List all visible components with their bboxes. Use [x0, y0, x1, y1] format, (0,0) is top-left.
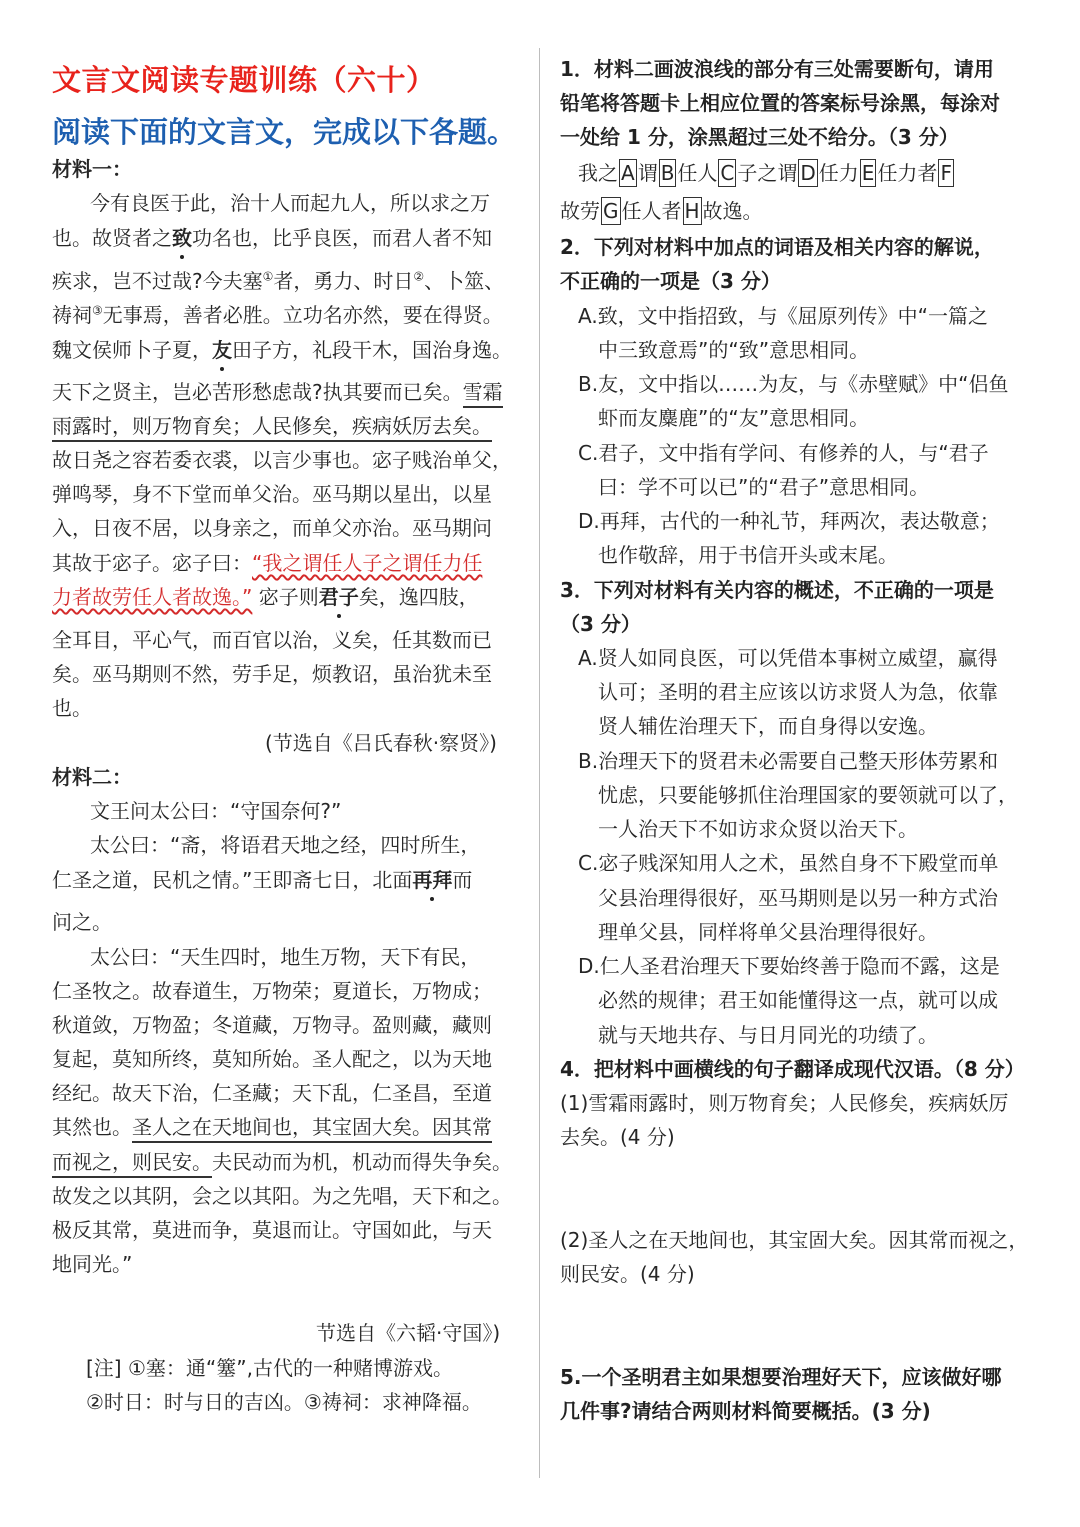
option-box-a[interactable]: A	[621, 161, 635, 185]
m1-line: 魏文侯师卜子夏，友田子方，礼段干木，国治身逸。	[52, 333, 512, 367]
question-3: （3 分）	[560, 612, 641, 636]
column-divider	[539, 48, 540, 1478]
m1-line: 故日尧之容若委衣裘，以言少事也。宓子贱治单父，	[52, 448, 512, 472]
question-4: 4．把材料中画横线的句子翻译成现代汉语。（8 分）	[560, 1057, 1025, 1081]
question-5: 几件事?请结合两则材料简要概括。(3 分)	[560, 1399, 931, 1423]
question-2: 2．下列对材料中加点的词语及相关内容的解说，	[560, 235, 994, 259]
instruction-heading: 阅读下面的文言文，完成以下各题。	[52, 115, 517, 149]
punctuation-options: 故劳 G 任人者 H 故逸。	[560, 199, 763, 223]
option-box-f[interactable]: F	[940, 161, 952, 185]
option-box-d[interactable]: D	[800, 161, 816, 185]
option-box-b[interactable]: B	[660, 161, 675, 185]
option-c: 父县治理得很好，巫马期则是以另一种方式治	[598, 886, 998, 910]
m2-line: 仁圣牧之。故春道生，万物荣；夏道长，万物成；	[52, 979, 492, 1003]
option-d: D.仁人圣君治理天下要始终善于隐而不露，这是	[578, 954, 1000, 978]
material-two-label: 材料二：	[52, 765, 132, 789]
translation-item-1: (1)雪霜雨露时，则万物育矣；人民修矣，疾病妖厉	[560, 1091, 1009, 1115]
dotted-word-junzi: 君子	[319, 580, 359, 614]
question-1: 一处给 1 分，涂黑超过三处不给分。（3 分）	[560, 125, 959, 149]
wavy-quote: “我之谓任人子之谓任力任	[252, 551, 483, 575]
underlined-sentence: 圣人之在天地间也，其宝固大矣。因其常	[132, 1115, 492, 1143]
question-1: 1．材料二画波浪线的部分有三处需要断句，请用	[560, 57, 994, 81]
material-one-source: (节选自《吕氏春秋·察贤》)	[265, 731, 497, 755]
option-b: 虾而友麋鹿”的“友”意思相同。	[598, 406, 870, 430]
option-b: B.友，文中指以……为友，与《赤壁赋》中“侣鱼	[578, 372, 1009, 396]
m2-line: 仁圣之道，民机之情。”王即斋七日，北面再拜而	[52, 863, 472, 897]
m2-line: 极反其常，莫进而争，莫退而让。守国如此，与天	[52, 1218, 492, 1242]
underlined-sentence: 雪霜	[463, 380, 503, 408]
underlined-sentence: 雨露时，则万物育矣；人民修矣，疾病妖厉去矣。	[52, 414, 492, 442]
option-box-h[interactable]: H	[684, 199, 700, 223]
option-b: 一人治天下不如访求众贤以治天下。	[598, 817, 918, 841]
m2-line: 秋道敛，万物盈；冬道藏，万物寻。盈则藏，藏则	[52, 1013, 492, 1037]
m2-line: 问之。	[52, 910, 112, 934]
m2-line: 文王问太公曰：“守国奈何?”	[90, 799, 342, 823]
m2-line: 复起，莫知所终，莫知所始。圣人配之，以为天地	[52, 1047, 492, 1071]
m1-line: 矣。巫马期则不然，劳手足，烦教诏，虽治犹未至	[52, 662, 492, 686]
translation-item-2: (2)圣人之在天地间也，其宝固大矣。因其常而视之，	[560, 1228, 1029, 1252]
m1-line	[52, 409, 492, 443]
m1-line: 今有良医于此，治十人而起九人，所以求之万	[90, 191, 490, 215]
option-c: 曰：学不可以已”的“君子”意思相同。	[598, 475, 930, 499]
material-two-source: 节选自《六韬·守国》)	[316, 1321, 501, 1345]
m2-line: 太公曰：“天生四时，地生万物，天下有民，	[90, 945, 481, 969]
m2-line: 地同光。”	[52, 1252, 133, 1276]
m1-line: 疾求，岂不过哉?今夫塞①者，勇力、时日②、卜筮、	[52, 269, 505, 293]
page-title: 文言文阅读专题训练（六十）	[52, 63, 436, 97]
option-d: 就与天地共存、与日月同光的功绩了。	[598, 1023, 938, 1047]
m1-line: 天下之贤主，岂必苦形愁虑哉?执其要而已矣。雪霜	[52, 375, 503, 409]
dotted-word-you: 友	[212, 333, 232, 367]
translation-item-1: 去矣。(4 分)	[560, 1125, 675, 1149]
option-a: A.致，文中指招致，与《屈原列传》中“一篇之	[578, 304, 989, 328]
m1-line: 祷祠③无事焉，善者必胜。立功名亦然，要在得贤。	[52, 303, 503, 327]
question-3: 3．下列对材料有关内容的概述，不正确的一项是	[560, 578, 994, 602]
annotation-note: [注] ①塞：通“簺”,古代的一种赌博游戏。	[86, 1356, 453, 1380]
m2-line: 太公曰：“斋，将语君天地之经，四时所生，	[90, 833, 481, 857]
wavy-quote: 力者故劳任人者故逸。”	[52, 585, 253, 609]
option-a: A.贤人如同良医，可以凭借本事树立威望，赢得	[578, 646, 998, 670]
option-d: 也作敬辞，用于书信开头或末尾。	[598, 543, 898, 567]
m2-line: 经纪。故天下治，仁圣藏；天下乱，仁圣昌，至道	[52, 1081, 492, 1105]
option-c: C.宓子贱深知用人之术，虽然自身不下殿堂而单	[578, 851, 999, 875]
m1-line: 力者故劳任人者故逸。” 宓子则君子矣，逸四肢，	[52, 580, 479, 614]
option-b: B.治理天下的贤君未必需要自己整天形体劳累和	[578, 749, 999, 773]
option-box-e[interactable]: E	[861, 161, 875, 185]
option-box-g[interactable]: G	[603, 199, 619, 223]
option-c: C.君子，文中指有学问、有修养的人，与“君子	[578, 441, 989, 465]
option-a: 认可；圣明的君主应该以访求贤人为急，依靠	[598, 680, 998, 704]
m2-line: 故发之以其阴，会之以其阳。为之先唱，天下和之。	[52, 1184, 512, 1208]
material-one-label: 材料一：	[52, 157, 132, 181]
option-d: 必然的规律；君王如能懂得这一点，就可以成	[598, 988, 998, 1012]
question-2: 不正确的一项是（3 分）	[560, 269, 781, 293]
option-c: 理单父县，同样将单父县治理得很好。	[598, 920, 938, 944]
m1-line: 也。故贤者之致功名也，比乎良医，而君人者不知	[52, 221, 492, 255]
m1-line: 全耳目，平心气，而百官以治，义矣，任其数而已	[52, 628, 492, 652]
dotted-word-zaibai: 再拜	[412, 863, 452, 897]
translation-item-2: 则民安。(4 分)	[560, 1262, 695, 1286]
m2-line: 而视之，则民安。夫民动而为机，机动而得失争矣。	[52, 1145, 512, 1179]
m2-line: 其然也。圣人之在天地间也，其宝固大矣。因其常	[52, 1110, 492, 1144]
underlined-sentence: 而视之，则民安。	[52, 1150, 212, 1178]
option-a: 中三致意焉”的“致”意思相同。	[598, 338, 870, 362]
dotted-word-zhi: 致	[172, 221, 192, 255]
m1-line: 也。	[52, 696, 92, 720]
option-a: 贤人辅佐治理天下，而自身得以安逸。	[598, 714, 938, 738]
question-1: 铅笔将答题卡上相应位置的答案标号涂黑，每涂对	[560, 91, 1000, 115]
m1-line: 其故于宓子。宓子曰：“我之谓任人子之谓任力任	[52, 551, 483, 575]
option-d: D.再拜，古代的一种礼节，拜两次，表达敬意；	[578, 509, 1000, 533]
annotation-note: ②时日：时与日的吉凶。③祷祠：求神降福。	[86, 1390, 482, 1414]
question-5: 5.一个圣明君主如果想要治理好天下，应该做好哪	[560, 1365, 1002, 1389]
option-box-c[interactable]: C	[720, 161, 735, 185]
m1-line: 入，日夜不居，以身亲之，而单父亦治。巫马期问	[52, 516, 492, 540]
option-b: 忧虑，只要能够抓住治理国家的要领就可以了，	[598, 783, 1018, 807]
m1-line: 弹鸣琴，身不下堂而单父治。巫马期以星出，以星	[52, 482, 492, 506]
punctuation-options: 我之 A 谓 B 任人 C 子之谓 D 任力 E 任力者 F	[578, 161, 952, 185]
